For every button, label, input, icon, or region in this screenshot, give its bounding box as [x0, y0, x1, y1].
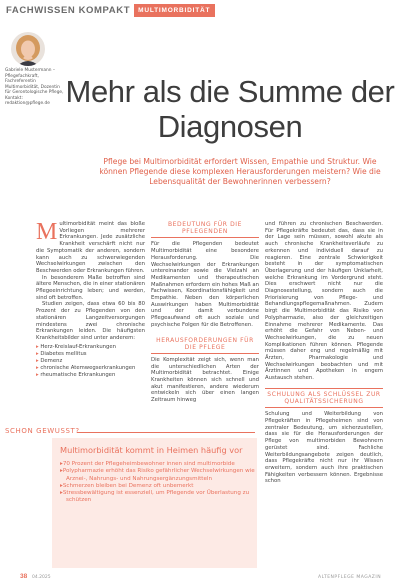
- list-item: ▸ rheumatische Erkrankungen: [36, 372, 145, 379]
- paragraph: Die Komplexität zeigt sich, wenn man die unterschiedlichen Arten der Multimorbidität betrachtet. Einige Krankheiten können sich schnell und akut manifestieren, andere wiederum entwickeln sich über einen langen Zeitraum hinweg: [151, 356, 259, 404]
- divider: [77, 432, 255, 433]
- subheading: HERAUSFORDERUNGEN FÜR DIE PFLEGE: [156, 336, 254, 351]
- section-title: FACHWISSEN KOMPAKT: [6, 5, 131, 16]
- list-item: ▸ chronische Atemwegserkrankungen: [36, 365, 145, 372]
- author-avatar: [11, 32, 45, 66]
- infobox-label-text: SCHON GEWUSST?: [5, 427, 80, 435]
- subheading: SCHULUNG ALS SCHLÜSSEL ZUR QUALITÄTSSICHERUNG: [267, 390, 381, 406]
- list-item: ▸ Diabetes mellitus: [36, 351, 145, 358]
- infobox-label: [5, 427, 400, 435]
- column-3: [265, 221, 383, 485]
- paragraph: und führen zu chronischen Beschwerden. Für Pflegekräfte bedeutet das, dass sie in der Lage sein müssen, sowohl akute als auch chronische Krankheitsverläufe zu erkennen und individuell darauf zu reagieren. Eine zentrale Schwierigkeit besteht in der symptomatischen Überlagerung und der häufigen Unklarheit, welche Erkrankung im Vordergrund steht. Dies erschwert nicht nur die Diagnosestellung, sondern auch die Priorisierung von Pflege- und Behandlungspflegemaßnahmen. Zudem birgt die Multimorbidität das Risiko von Polypharmazie, also der gleichzeitigen Einnahme mehrerer Medikamente. Das erhöht die Gefahr von Neben- und Wechselwirkungen, die zu neuen Komplikationen führen können. Pflegende müssen daher eng und regelmäßig mit Ärzten, Pharmakologie und Wechselwirkungen beobachten und mit Ärztinnen und Apotheken in engem Austausch stehen.: [265, 221, 383, 382]
- drop-cap: M: [36, 219, 58, 245]
- divider: [265, 388, 383, 389]
- list-item: ▸ Demenz: [36, 358, 145, 365]
- paragraph: ultimorbidität meint das bloße Vorliegen mehrerer Erkrankungen. Jede zusätzliche Krankheit verschärft nicht nur die Symptomatik der anderen, sondern kann auch zu schwerwiegenden Wechselwirkungen zwischen den Beschwerden oder Erkrankungen führen.: [36, 221, 145, 274]
- paragraph: Studien zeigen, dass etwa 60 bis 80 Prozent der zu Pflegenden von den stationären Langzeitversorgungen mindestens zwei chronische Erkrankungen leiden. Die häufigsten Krankheitsbilder sind unter anderem:: [36, 301, 145, 341]
- journal-name: ALTENPFLEGE MAGAZIN: [318, 575, 382, 580]
- list-item: ▸ Schmerzen bleiben bei Demenz oft unbemerkt: [60, 483, 255, 490]
- article-lead: Pflege bei Multimorbidität erfordert Wissen, Empathie und Struktur. Wie können Pflegende diese komplexen Herausforderungen meistern? Wie die Lebensqualität der Bewohnerinnen verbessern?: [99, 157, 381, 187]
- column-1: [36, 221, 145, 379]
- disease-list: [36, 344, 145, 379]
- subheading: BEDEUTUNG FÜR DIE PFLEGENDEN: [167, 221, 243, 236]
- list-item: ▸ 70 Prozent der Pflegeheimbewohner innen sind multimorbide: [60, 461, 255, 468]
- column-2: [151, 221, 259, 404]
- portrait-image: [11, 32, 45, 66]
- page-number: 38: [20, 573, 28, 580]
- divider: [151, 237, 259, 238]
- infobox-title: Multimorbidität kommt in Heimen häufig vor: [60, 445, 243, 455]
- paragraph: In besonderem Maße betroffen sind ältere Menschen, die in einer stationären Pflegeeinrichtung leben; und werden, sind oft betroffen.: [36, 274, 145, 301]
- paragraph: Schulung und Weiterbildung von Pflegekräften in Pflegeheimen sind von zentraler Bedeutung, um sicherzustellen, dass sie für die Herausforderungen der Pflege von multimorbiden Bewohnern gerüstet sind. Fachliche Weiterbildungsangebote zeigen deutlich, dass Pflegekräfte nicht nur ihr Wissen erweitern, sondern auch ihre praktischen Fähigkeiten verbessern können. Ergebnisse schon: [265, 411, 383, 485]
- issue-date: 04.2025: [32, 575, 51, 580]
- list-item: ▸ Polypharmazie erhöht das Risiko gefährlicher Wechselwirkungen wie Arznei-, Nahrungs- und Nahrungsergänzungsmitteln: [60, 468, 255, 483]
- divider: [265, 407, 383, 408]
- topic-tag: MULTIMORBIDITÄT: [134, 4, 215, 17]
- author-bio: Gabriele Mustermann – Pflegefachkraft, Fachreferentin Multimorbidität, Dozentin für Gerontologische Pflege, Kontakt: redaktion@pflege.de: [5, 68, 64, 106]
- paragraph: Für die Pflegenden bedeutet Multimorbidität eine besondere Herausforderung. Die Wechselwirkungen der Erkrankungen untereinander sowie die Vielzahl an Medikamenten und therapeutischen Maßnahmen erfordern ein hohes Maß an Fachwissen, Koordinationsfähigkeit und Empathie. Neben den körperlichen Auswirkungen haben Multimorbidität und der damit verbundene Pflegeaufwand oft auch soziale und psychische Folgen für die Betroffenen.: [151, 241, 259, 328]
- infobox-list: [60, 461, 255, 505]
- section-header: [6, 4, 215, 17]
- list-item: ▸ Herz-Kreislauf-Erkrankungen: [36, 344, 145, 351]
- list-item: ▸ Stressbewältigung ist essenziell, um Pflegende vor Überlastung zu schützen: [60, 490, 255, 505]
- article-headline: Mehr als die Summe der Diagnosen: [65, 74, 395, 144]
- divider: [151, 353, 259, 354]
